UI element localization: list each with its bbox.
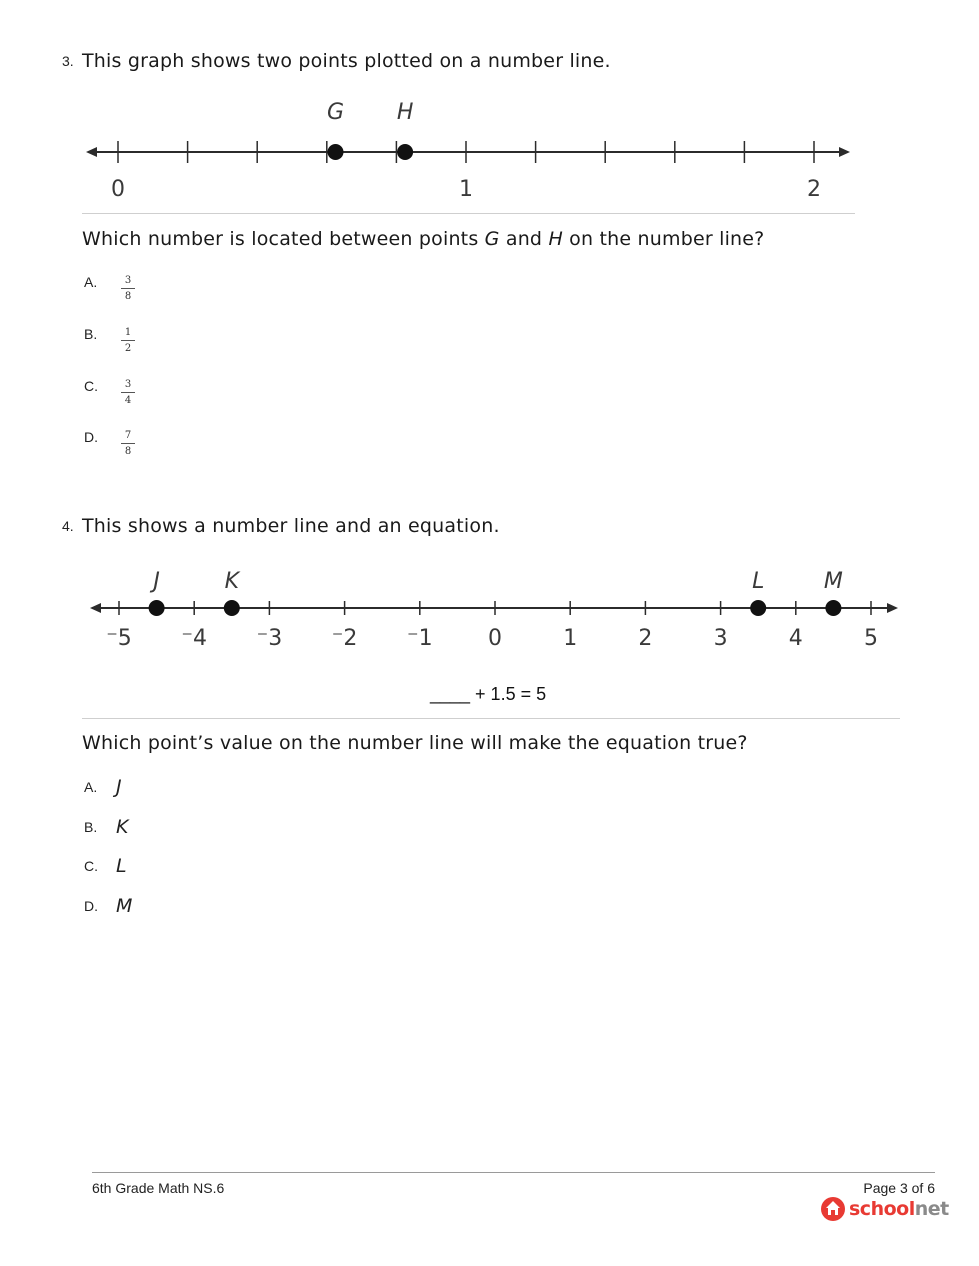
prompt-text: on the number line?	[562, 228, 765, 250]
fraction-value	[121, 430, 135, 457]
question-3-prompt	[82, 228, 764, 250]
left-arrow-icon	[90, 603, 101, 613]
tick-label: ⁻3	[256, 626, 283, 651]
point-label-k: K	[224, 569, 240, 594]
numerator: 3	[121, 379, 135, 393]
tick-label: 3	[713, 626, 728, 651]
question-4-prompt: Which point’s value on the number line will make the equation true?	[82, 732, 748, 754]
tick-label: 0	[111, 177, 125, 202]
prompt-text: Which number is located between points	[82, 228, 485, 250]
point-h	[397, 144, 413, 160]
point-m	[825, 600, 841, 616]
divider	[82, 213, 855, 214]
choice-text: M	[116, 895, 133, 917]
choice-letter: A.	[84, 779, 98, 795]
footer-divider	[92, 1172, 935, 1173]
point-l	[750, 600, 766, 616]
choice-text: K	[116, 816, 129, 838]
question-3-number: 3.	[62, 53, 74, 69]
point-j	[149, 600, 165, 616]
footer-page-number: Page 3 of 6	[863, 1180, 935, 1196]
footer-course: 6th Grade Math NS.6	[92, 1180, 225, 1196]
choice-letter: C.	[84, 858, 98, 874]
point-label-l: L	[752, 569, 765, 594]
equation: ____ + 1.5 = 5	[430, 684, 547, 704]
divider	[82, 718, 900, 719]
fraction-value	[121, 327, 135, 354]
point-label-j: J	[153, 569, 160, 594]
point-label-h: H	[396, 100, 414, 125]
question-4-number: 4.	[62, 518, 74, 534]
tick-label: 2	[807, 177, 821, 202]
tick-label: 1	[563, 626, 578, 651]
question-4-stem: This shows a number line and an equation.	[82, 515, 500, 537]
denominator: 2	[124, 343, 132, 354]
choice-letter: D.	[84, 429, 98, 445]
fraction-value	[121, 379, 135, 406]
tick-label: 1	[459, 177, 473, 202]
choice-letter: A.	[84, 274, 98, 290]
denominator: 4	[124, 395, 132, 406]
right-arrow-icon	[887, 603, 898, 613]
choice-letter: C.	[84, 378, 98, 394]
point-g	[328, 144, 344, 160]
prompt-point-h: H	[548, 228, 563, 250]
tick-label: ⁻1	[406, 626, 433, 651]
point-label-m: M	[823, 569, 843, 594]
point-label-g: G	[326, 100, 345, 125]
number-line-figure-q4	[84, 560, 904, 660]
choice-letter: B.	[84, 819, 98, 835]
tick-label: 2	[638, 626, 653, 651]
fraction-value	[121, 275, 135, 302]
brand-suffix: net	[914, 1198, 949, 1220]
choice-letter: D.	[84, 898, 98, 914]
schoolnet-logo	[820, 1195, 949, 1223]
tick-label: 4	[788, 626, 803, 651]
tick-label: ⁻2	[331, 626, 358, 651]
numerator: 7	[121, 430, 135, 444]
tick-label: ⁻4	[181, 626, 208, 651]
denominator: 8	[124, 291, 132, 302]
tick-label: 5	[864, 626, 878, 651]
choice-text: J	[116, 776, 122, 798]
right-arrow-icon	[839, 147, 850, 157]
prompt-point-g: G	[484, 228, 500, 250]
choice-letter: B.	[84, 326, 98, 342]
prompt-text: and	[499, 228, 549, 250]
left-arrow-icon	[86, 147, 97, 157]
tick-label: ⁻5	[106, 626, 132, 651]
point-k	[224, 600, 240, 616]
denominator: 8	[124, 446, 132, 457]
numerator: 1	[121, 327, 135, 341]
brand-prefix: school	[849, 1198, 915, 1220]
number-line-figure-q3	[80, 92, 860, 212]
question-3-stem: This graph shows two points plotted on a number line.	[82, 50, 611, 72]
tick-label: 0	[488, 626, 502, 651]
choice-text: L	[116, 855, 127, 877]
numerator: 3	[121, 275, 135, 289]
house-icon	[820, 1196, 846, 1222]
